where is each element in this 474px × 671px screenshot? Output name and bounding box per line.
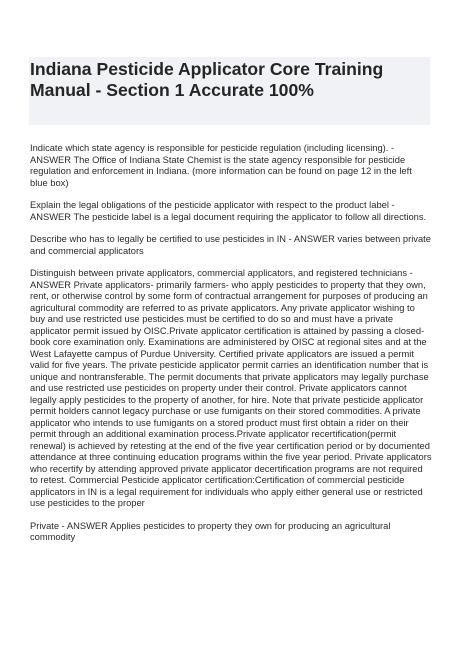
document-body <box>30 143 432 555</box>
qa-paragraph-private: Private - ANSWER Applies pesticides to property they own for producing an agricultural commodity <box>30 520 391 542</box>
qa-paragraph-agency: Indicate which state agency is responsible for pesticide regulation (including licensing). - ANSWER The Office of Indiana State Chemist is the state agency responsible for pesticide regulation and enforcement in Indiana. (more information can be found on page 12 in the left blue box) <box>30 143 412 188</box>
qa-paragraph-certification: Describe who has to legally be certified to use pesticides in IN - ANSWER varies between private and commercial applicators <box>30 234 431 256</box>
qa-paragraph-applicator-types: Distinguish between private applicators, commercial applicators, and registered technicians - ANSWER Private applicators- primarily farmers- who apply pesticides to property that they own, rent, or otherwise control by some form of contractual arrangement for purposes of producing an agricultural commodity are referred to as private applicators. Any private applicator wishing to buy and use restricted use pesticides must be certified to do so and must have a private applicator permit issued by OISC.Private applicator certification is attained by passing a closed-book core examination only. Examinations are administered by OISC at regional sites and at the West Lafayette campus of Purdue University. Certified private applicators are issued a permit valid for five years. The private pesticide applicator permit carries an identification number that is unique and nontransferable. The permit documents that private applicators may legally purchase and use restricted use pesticides on property under their control. Private applicators cannot legally apply pesticides to the property of another, for hire. Note that private pesticide applicator permit holders cannot legacy purchase or use fumigants on their stored commodities. A private applicator who intends to use fumigants on a stored product must first obtain a rider on their permit through an additional examination process.Private applicator recertification(permit renewal) is achieved by retesting at the end of the five year certification period or by documented attendance at three continuing education programs within the five year period. Private applicators who recertify by attending approved private applicator decertification programs are not required to retest. Commercial Pesticide applicator certification:Certification of commercial pesticide applicators in IN is a legal requirement for individuals who apply either general use or restricted use pesticides to the proper <box>30 268 432 508</box>
qa-paragraph-label-obligations: Explain the legal obligations of the pesticide applicator with respect to the product label - ANSWER The pesticide label is a legal document requiring the applicator to follow all directions. <box>30 200 427 222</box>
document-title: Indiana Pesticide Applicator Core Training Manual - Section 1 Accurate 100% <box>30 59 384 100</box>
